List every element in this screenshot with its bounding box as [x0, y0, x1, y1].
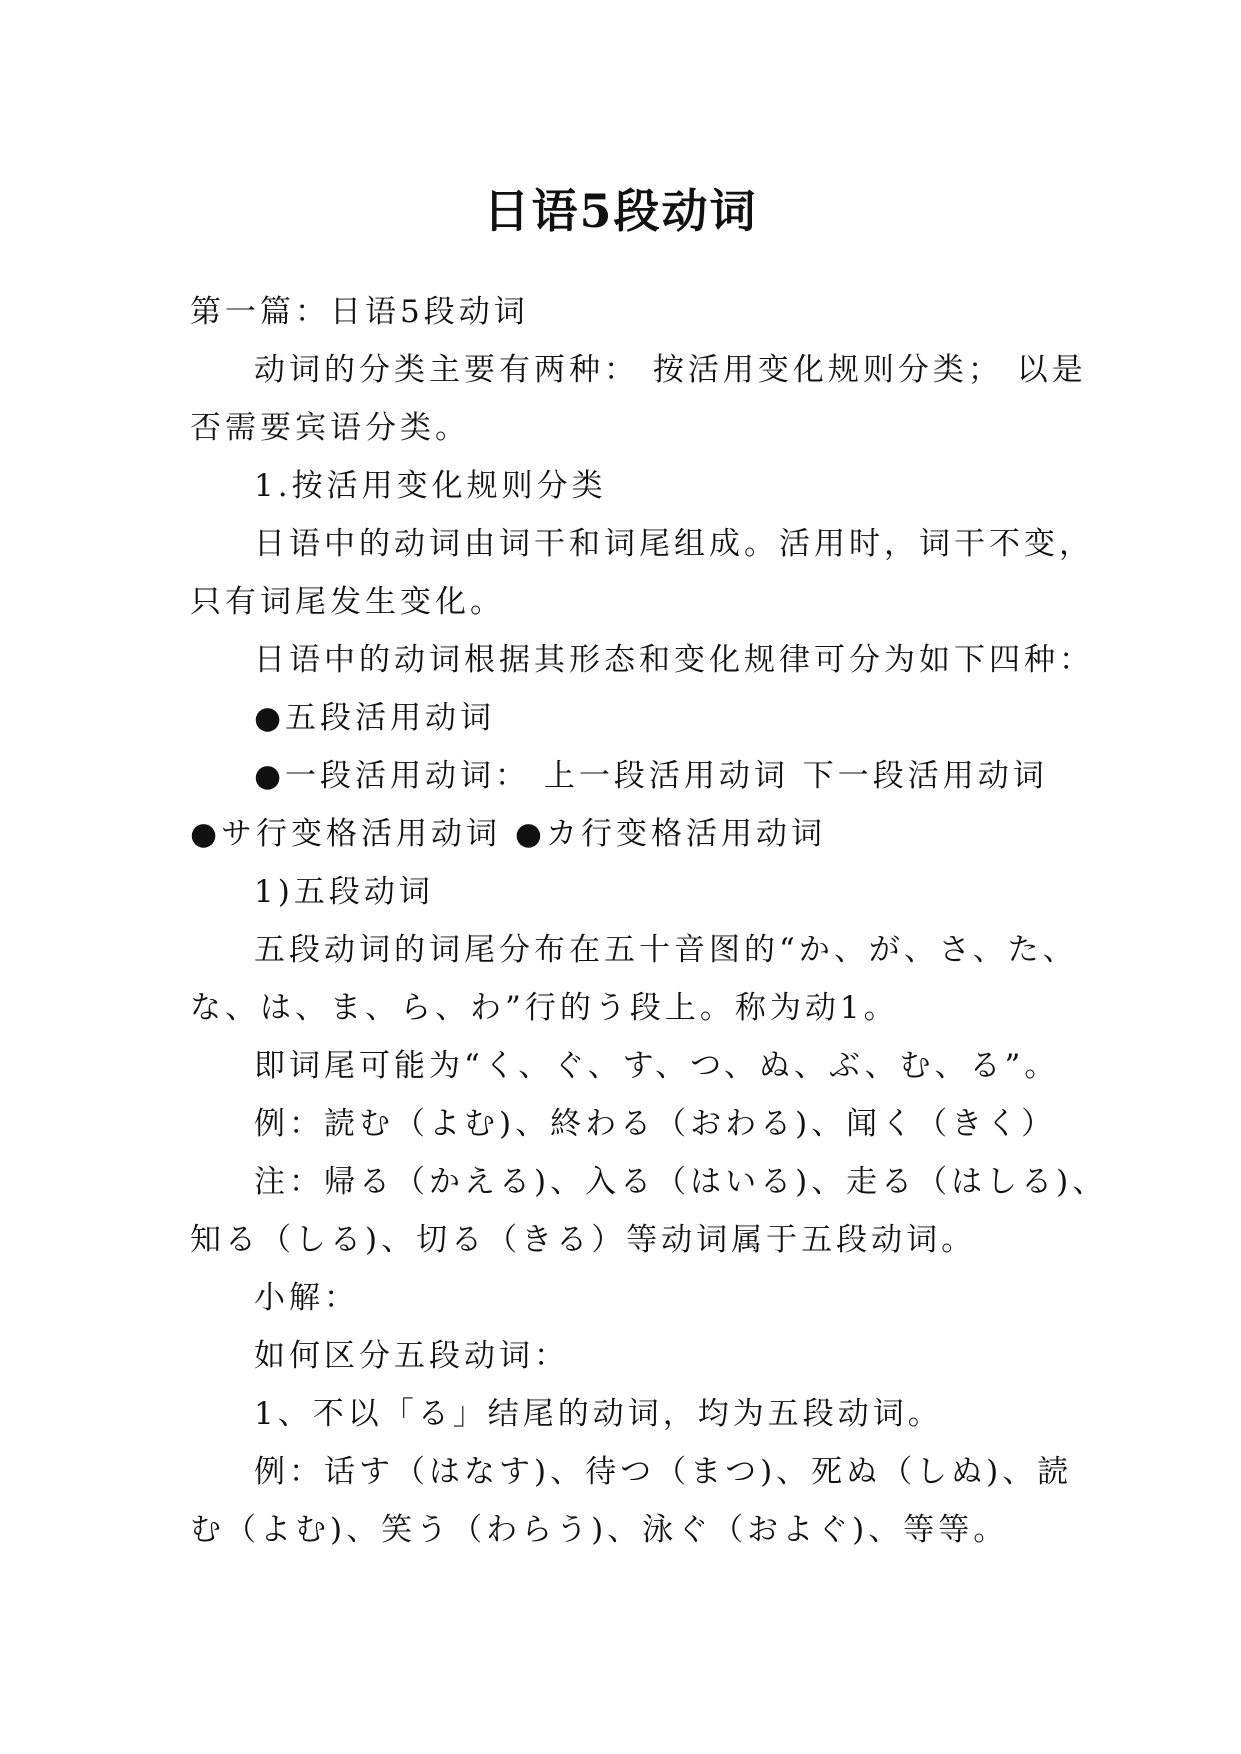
text-line: な、は、ま、ら、わ”行的う段上。称为动1。 [190, 990, 899, 1026]
text-line: 否需要宾语分类。 [190, 410, 470, 446]
text-line: 1)五段动词 [254, 874, 434, 910]
text-line: 知る（しる)、切る（きる）等动词属于五段动词。 [190, 1222, 977, 1258]
text-line: 第一篇：日语5段动词 [190, 294, 529, 330]
text-line: 日语中的动词由词干和词尾组成。活用时，词干不变， [254, 526, 1094, 562]
text-line: ●五段活用动词 [254, 700, 496, 736]
text-line: 只有词尾发生变化。 [190, 584, 505, 620]
text-line: 小解： [254, 1280, 359, 1316]
text-line: ●一段活用动词： 上一段活用动词 下一段活用动词 [254, 758, 1048, 794]
text-line: む（よむ)、笑う（わらう)、泳ぐ（およぐ)、等等。 [190, 1512, 1009, 1548]
text-line: 五段动词的词尾分布在五十音图的“か、が、さ、た、 [254, 932, 1078, 968]
text-line: 日语中的动词根据其形态和变化规律可分为如下四种： [254, 642, 1094, 678]
text-line: 例：话す（はなす)、待つ（まつ)、死ぬ（しぬ)、読 [254, 1454, 1073, 1490]
text-line: 1、不以「る」结尾的动词，均为五段动词。 [254, 1396, 943, 1432]
document-title: 日语5段动词 [483, 183, 758, 238]
text-line: 动词的分类主要有两种： 按活用变化规则分类； 以是 [254, 352, 1087, 388]
text-line: 如何区分五段动词： [254, 1338, 569, 1374]
text-line: 1.按活用变化规则分类 [254, 468, 607, 504]
text-line: 即词尾可能为“く、ぐ、す、つ、ぬ、ぶ、む、る”。 [254, 1048, 1060, 1084]
text-line: 例：読む（よむ)、終わる（おわる)、闻く（きく） [254, 1106, 1057, 1142]
text-line: ●サ行变格活用动词 ●カ行变格活用动词 [190, 816, 826, 852]
document-body [190, 283, 1108, 1559]
text-line: 注：帰る（かえる)、入る（はいる)、走る（はしる)、 [254, 1164, 1108, 1200]
